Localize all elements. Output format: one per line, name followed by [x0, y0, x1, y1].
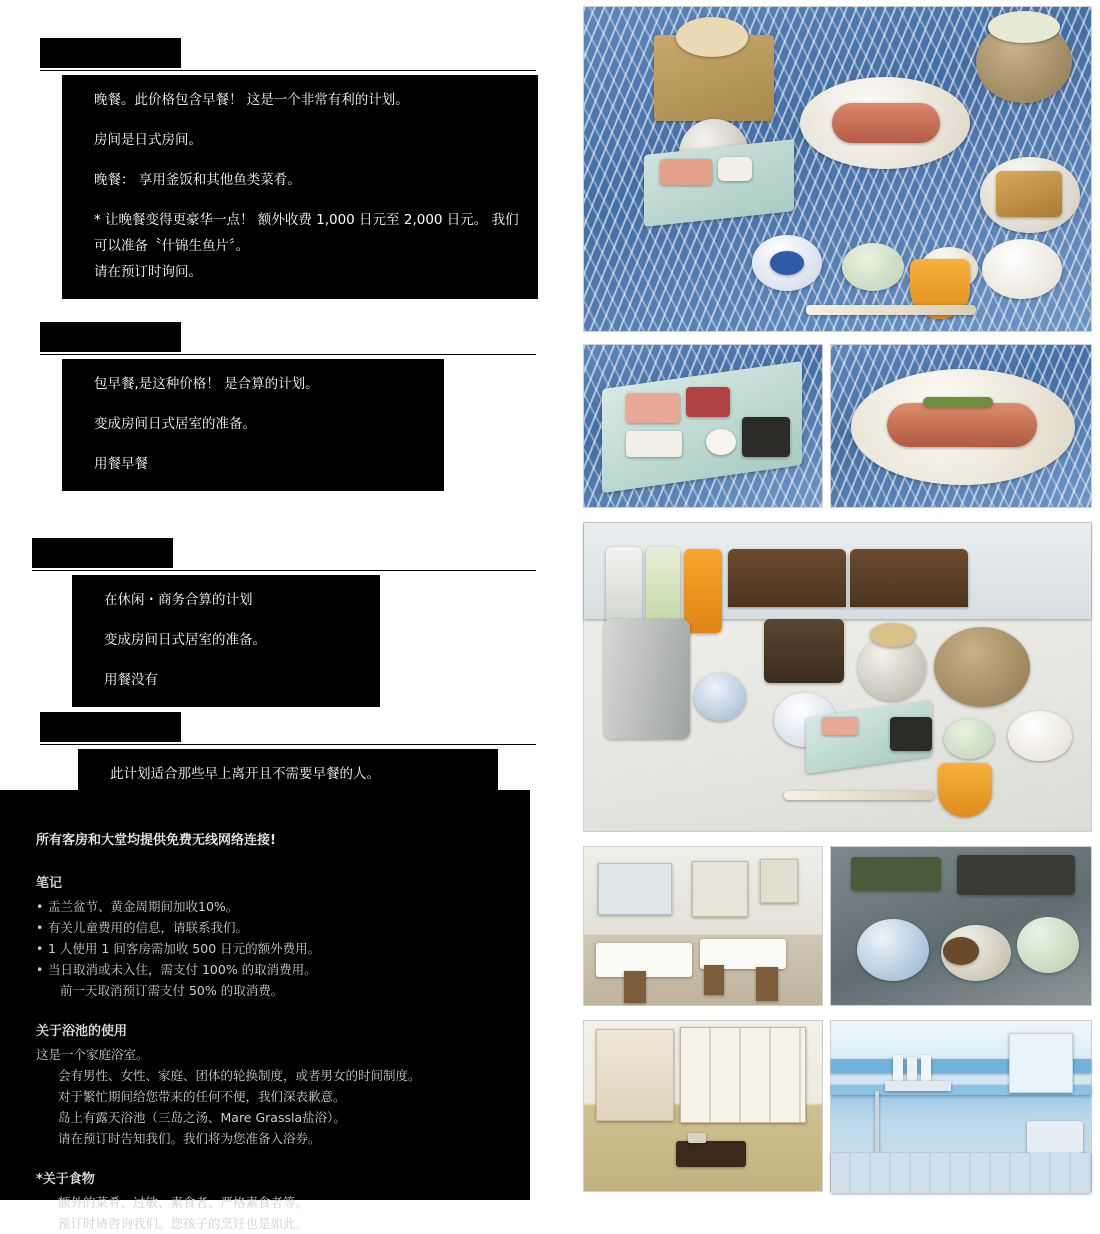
plan-title: [计划标题被遮盖]: [40, 322, 181, 352]
notes-panel: [0, 790, 530, 1231]
photo-sashimi-plate: [583, 344, 823, 508]
plan-line: 晚餐。此价格包含早餐！ 这是一个非常有利的计划。: [94, 92, 409, 108]
food-line: 预订时请咨询我们。您孩子的烹饪也是如此。: [58, 1216, 309, 1231]
plan-divider: [40, 70, 536, 71]
bath-line: 请在预订时告知我们。我们将为您准备入浴券。: [58, 1131, 321, 1146]
plan-line: 包早餐,是这种价格！ 是合算的计划。: [94, 376, 319, 392]
photo-dining-room: [583, 846, 823, 1006]
plan-block: [40, 38, 538, 299]
note-text: 有关儿童费用的信息，请联系我们。: [48, 920, 249, 935]
plan-divider: [40, 354, 536, 355]
bath-line: 对于繁忙期间给您带来的任何不便，我们深表歉意。: [58, 1089, 346, 1104]
list-item: [36, 959, 510, 1001]
plan-title: [计划标题被遮盖]: [40, 712, 181, 742]
food-line: 额外的菜肴、过敏、素食者、严格素食者等。: [58, 1195, 309, 1210]
plan-body: [62, 75, 538, 299]
plan-divider: [32, 570, 536, 571]
plan-line: * 让晚餐变得更豪华一点！ 额外收费 1,000 日元至 2,000 日元。 我们可以准备〝什锦生鱼片〞。: [94, 212, 519, 254]
plan-title: [计划标题被遮盖]: [32, 538, 173, 568]
note-subtext: 前一天取消预订需支付 50% 的取消费。: [60, 983, 284, 998]
plan-divider: [40, 744, 536, 745]
plan-block: [40, 322, 536, 491]
wifi-note: 所有客房和大堂均提供免费无线网络连接!: [36, 833, 276, 848]
plan-block: [32, 538, 536, 707]
note-text: 1 人使用 1 间客房需加收 500 日元的额外费用。: [48, 941, 321, 956]
plan-line: 此计划适合那些早上离开且不需要早餐的人。: [110, 766, 380, 782]
plan-body: [62, 359, 444, 491]
photo-breakfast-table-set: [583, 522, 1092, 832]
plan-line: 晚餐： 享用釜饭和其他鱼类菜肴。: [94, 172, 301, 188]
plan-line: 变成房间日式居室的准备。: [94, 416, 256, 432]
note-text: 当日取消或未入住，需支付 100% 的取消费用。: [48, 962, 317, 977]
bath-heading: 关于浴池的使用: [36, 1024, 128, 1039]
plan-line: 房间是日式房间。: [94, 132, 202, 148]
note-text: 盂兰盆节、黄金周期间加收10%。: [48, 899, 239, 914]
plan-line: 用餐没有: [104, 672, 158, 688]
photo-japanese-style-room: [583, 1020, 823, 1192]
notes-heading: 笔记: [36, 876, 63, 891]
bath-line: 这是一个家庭浴室。: [36, 1047, 149, 1062]
bath-line: 会有男性、女性、家庭、团体的轮换制度，或者男女的时间制度。: [58, 1068, 421, 1083]
bath-section: [36, 1021, 510, 1149]
photo-simmered-sea-bream: [830, 344, 1092, 508]
food-section: [36, 1169, 510, 1234]
plan-line: 变成房间日式居室的准备。: [104, 632, 266, 648]
plan-body: [72, 575, 380, 707]
list-item: [36, 917, 510, 938]
plan-line: 请在预订时询问。: [94, 264, 202, 280]
photo-breakfast-tray: [830, 846, 1092, 1006]
bath-line: 岛上有露天浴池（三岛之汤、Mare Grasslа盐浴）。: [58, 1110, 346, 1125]
notes-list: [36, 896, 510, 1001]
plan-title: [计划标题被遮盖]: [40, 38, 181, 68]
list-item: [36, 896, 510, 917]
photo-dinner-set-kaiseki: [583, 6, 1092, 332]
food-heading: *关于食物: [36, 1172, 95, 1187]
plan-line: 在休闲・商务合算的计划: [104, 592, 253, 608]
plan-line: 用餐早餐: [94, 456, 148, 472]
list-item: [36, 938, 510, 959]
photo-family-bathroom: [830, 1020, 1092, 1192]
photo-gallery: [575, 0, 1100, 1200]
